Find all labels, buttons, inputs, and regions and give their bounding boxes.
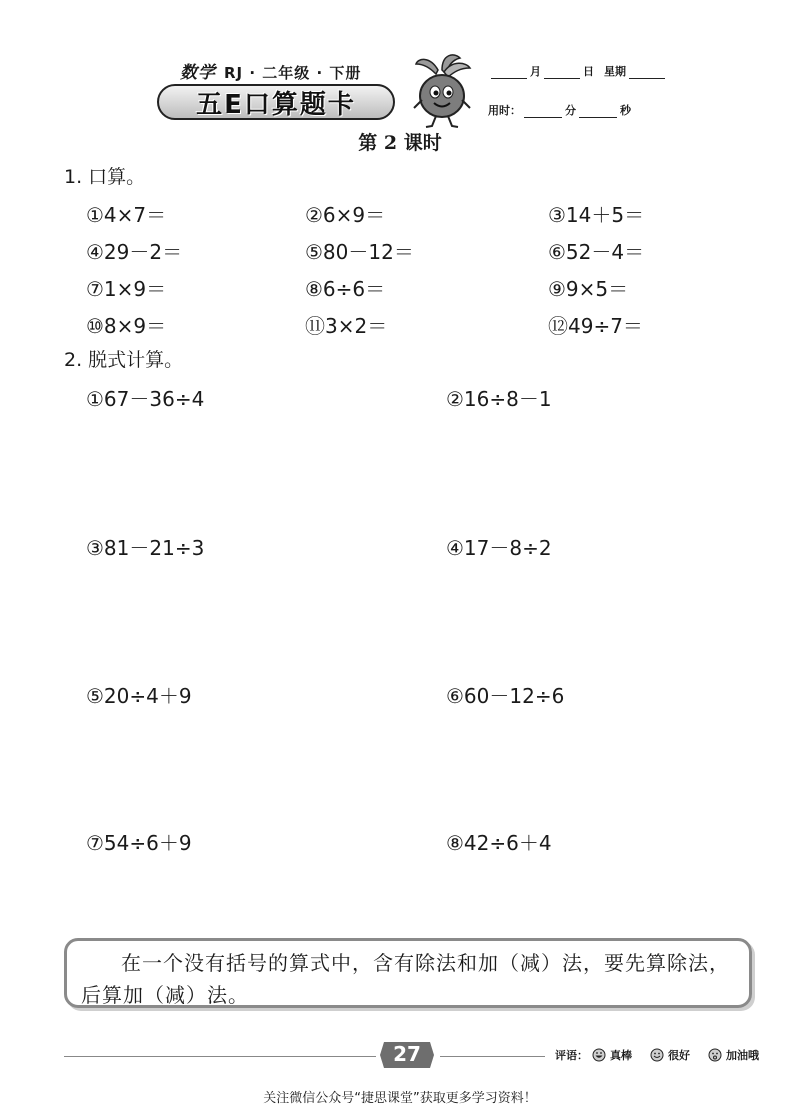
- month-label: 月: [530, 65, 541, 78]
- smiling-face-icon[interactable]: [650, 1048, 664, 1062]
- calc-problem: ②16÷8－1: [446, 387, 552, 411]
- mental-math-item: ⑤80－12＝: [305, 240, 414, 264]
- section2-title: 2. 脱式计算。: [64, 349, 184, 371]
- subject-name: 数学: [180, 63, 216, 83]
- calc-problem: ⑦54÷6＋9: [86, 831, 192, 855]
- mental-math-item: ①4×7＝: [86, 203, 167, 227]
- rule-tip-box: 在一个没有括号的算式中，含有除法和加（减）法，要先算除法，后算加（减）法。: [64, 938, 752, 1008]
- mental-math-item: ⑦1×9＝: [86, 277, 167, 301]
- calc-problem: ⑧42÷6＋4: [446, 831, 552, 855]
- month-blank[interactable]: [491, 68, 527, 79]
- promo-note: 关注微信公众号“捷思课堂”获取更多学习资料！: [263, 1091, 537, 1106]
- grade-volume: RJ · 二年级 · 下册: [224, 64, 362, 82]
- date-line: [488, 63, 668, 79]
- laughing-face-icon[interactable]: [592, 1048, 606, 1062]
- seconds-label: 秒: [620, 104, 631, 117]
- calc-problem: ①67－36÷4: [86, 387, 205, 411]
- review-option-keep-going: 加油哦: [726, 1049, 759, 1062]
- mental-math-item: ⑪3×2＝: [305, 314, 388, 338]
- review-label: 评语：: [555, 1049, 588, 1062]
- calc-problem: ⑤20÷4＋9: [86, 684, 192, 708]
- section1-title: 1. 口算。: [64, 166, 146, 188]
- footer-divider-right: [440, 1056, 545, 1057]
- calc-problem: ⑥60－12÷6: [446, 684, 565, 708]
- mental-math-item: ⑧6÷6＝: [305, 277, 386, 301]
- lesson-title: 第 2 课时: [358, 132, 442, 154]
- mental-math-item: ⑥52－4＝: [548, 240, 645, 264]
- minutes-blank[interactable]: [524, 107, 562, 118]
- minutes-label: 分: [565, 104, 576, 117]
- day-label: 日: [583, 65, 594, 78]
- calc-problem: ④17－8÷2: [446, 536, 552, 560]
- mental-math-item: ⑩8×9＝: [86, 314, 167, 338]
- radish-mascot-icon: [408, 50, 478, 130]
- footer-divider-left: [64, 1056, 376, 1057]
- encouraging-face-icon[interactable]: [708, 1048, 722, 1062]
- time-line: [488, 102, 631, 118]
- title-banner: 五E口算题卡: [157, 84, 395, 120]
- review-option-great: 真棒: [610, 1049, 632, 1062]
- mental-math-item: ②6×9＝: [305, 203, 386, 227]
- mental-math-item: ③14＋5＝: [548, 203, 645, 227]
- subject-label: [180, 58, 361, 83]
- calc-problem: ③81－21÷3: [86, 536, 205, 560]
- review-option-good: 很好: [668, 1049, 690, 1062]
- week-blank[interactable]: [629, 68, 665, 79]
- mental-math-item: ⑫49÷7＝: [548, 314, 643, 338]
- page-number: 27: [393, 1042, 421, 1066]
- seconds-blank[interactable]: [579, 107, 617, 118]
- week-label: 星期: [604, 65, 626, 78]
- day-blank[interactable]: [544, 68, 580, 79]
- mental-math-item: ④29－2＝: [86, 240, 183, 264]
- mental-math-item: ⑨9×5＝: [548, 277, 629, 301]
- time-label: 用时：: [488, 104, 521, 117]
- review-area: [555, 1047, 759, 1063]
